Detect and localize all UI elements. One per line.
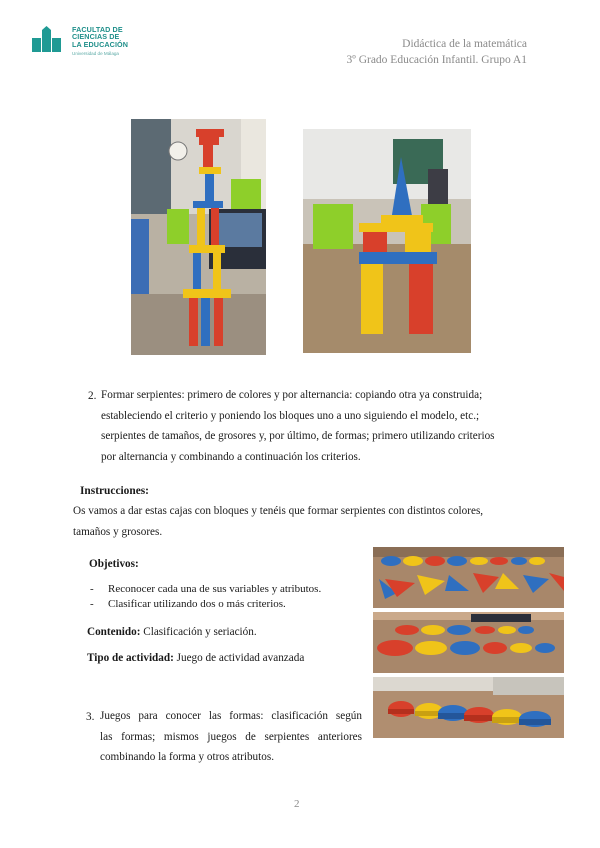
bullet-dash: - xyxy=(90,583,94,595)
instructions-text xyxy=(73,501,483,543)
content-label: Contenido: xyxy=(87,626,141,638)
activity-type-label: Tipo de actividad: xyxy=(87,652,174,664)
logo-wordmark: FACULTAD DE CIENCIAS DE LA EDUCACIÓN xyxy=(72,25,129,49)
objective-item xyxy=(90,597,321,612)
content-value: Clasificación y seriación. xyxy=(143,626,257,638)
group-title: 3º Grado Educación Infantil. Grupo A1 xyxy=(346,54,527,66)
activity-type-value: Juego de actividad avanzada xyxy=(176,652,305,664)
photo-block-arch xyxy=(303,129,471,353)
item-3-text xyxy=(100,706,362,768)
item-2-line: serpientes de tamaños, de grosores y, por último, de formas; primero utilizando criterios xyxy=(101,430,495,442)
objectives-heading: Objetivos: xyxy=(89,558,139,570)
page-number: 2 xyxy=(294,798,300,810)
course-title: Didáctica de la matemática xyxy=(402,38,527,50)
activity-type-row xyxy=(87,652,304,664)
item-2-line: por alternancia y combinando a continuación los criterios. xyxy=(101,450,361,463)
item-2-line: Formar serpientes: primero de colores y por alternancia: copiando otra ya construida; xyxy=(101,389,483,401)
item-3-line: combinando la forma y otros atributos. xyxy=(100,751,274,763)
logo-university: Universidad de Málaga xyxy=(72,51,119,56)
objective-item xyxy=(90,582,321,597)
bullet-dash: - xyxy=(90,598,94,610)
item-3-number: 3. xyxy=(86,711,95,723)
item-3-line: Juegos para conocer las formas: clasificación según xyxy=(100,710,362,722)
objective-text: Clasificar utilizando dos o más criterios. xyxy=(108,598,286,610)
photo-thick-disc-serpent xyxy=(373,677,564,738)
instructions-heading: Instrucciones: xyxy=(80,485,149,497)
photo-block-tower xyxy=(131,119,266,355)
item-2-number: 2. xyxy=(88,390,97,402)
item-2-text xyxy=(101,385,495,467)
instructions-line: Os vamos a dar estas cajas con bloques y tenéis que formar serpientes con distintos colores, xyxy=(73,505,484,517)
item-3-line: las formas; mismos juegos de serpientes anteriores xyxy=(100,730,362,743)
objective-text: Reconocer cada una de sus variables y atributos. xyxy=(108,583,322,595)
photo-triangle-serpent xyxy=(373,547,564,608)
content-row xyxy=(87,626,257,638)
objectives-list xyxy=(90,582,321,612)
instructions-line: tamaños y grosores. xyxy=(73,526,163,538)
item-2-line: estableciendo el criterio y poniendo los bloques uno a uno siguiendo el modelo, etc.; xyxy=(101,409,480,422)
photo-disc-serpent xyxy=(373,612,564,673)
